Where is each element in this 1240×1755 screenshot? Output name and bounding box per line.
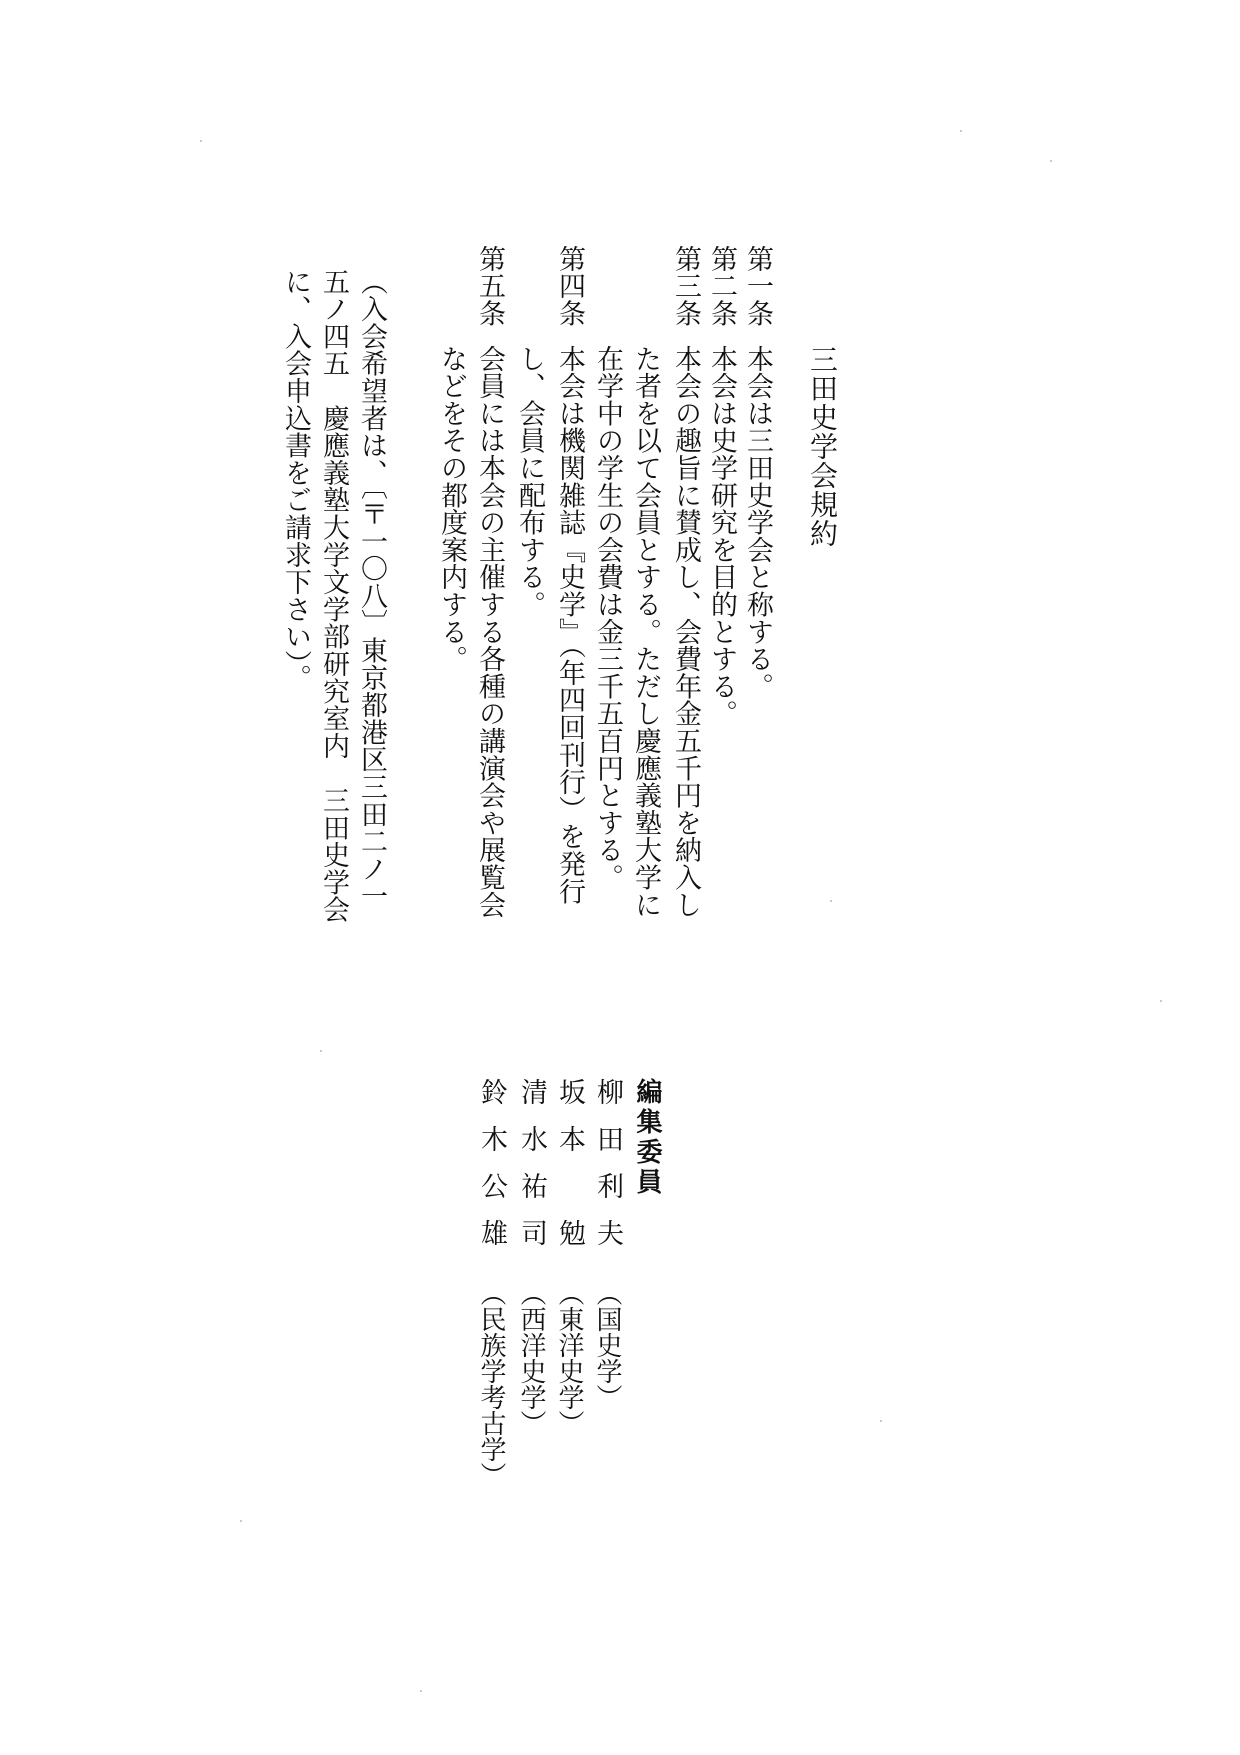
scan-speck — [200, 140, 202, 142]
scan-speck — [960, 130, 962, 132]
scan-speck — [1050, 160, 1052, 162]
editor-3-name: 清水祐司 — [516, 1078, 547, 1266]
editor-2-name: 坂本 勉 — [554, 1078, 585, 1266]
note-line-1: （入会希望者は、〔〒一〇八〕東京都港区三田二ノ一 — [356, 268, 387, 910]
article-3-line-2: た者を以て会員とする。ただし慶應義塾大学に — [630, 345, 661, 919]
article-3-label: 第三条 — [670, 245, 701, 327]
note-line-2: 五ノ四五 慶應義塾大学文学部研究室内 三田史学会 — [318, 268, 349, 924]
editor-3-field: （西洋史学） — [516, 1280, 546, 1436]
article-5-label: 第五条 — [474, 245, 505, 327]
editors-title: 編集委員 — [632, 1078, 662, 1198]
article-5-line-2: などをその都度案内する。 — [436, 345, 467, 673]
note-line-3: に、入会申込書をご請求下さい）。 — [280, 268, 311, 692]
rules-title: 三田史学会規約 — [806, 345, 839, 548]
article-5-line-1: 会員には本会の主催する各種の講演会や展覧会 — [474, 345, 505, 919]
article-1-label: 第一条 — [742, 245, 773, 327]
editor-4-name: 鈴木公雄 — [476, 1078, 507, 1266]
scan-speck — [1160, 1000, 1162, 1002]
scan-speck — [320, 1050, 322, 1052]
scan-speck — [880, 1420, 882, 1422]
article-1-line-1: 本会は三田史学会と称する。 — [742, 345, 773, 700]
article-2-label: 第二条 — [706, 245, 737, 327]
article-4-label: 第四条 — [554, 245, 585, 327]
article-3-line-1: 本会の趣旨に賛成し、会費年金五千円を納入し — [670, 345, 701, 919]
editor-2-field: （東洋史学） — [554, 1280, 584, 1436]
scan-speck — [240, 1520, 242, 1522]
scan-speck — [830, 900, 832, 902]
article-2-line-1: 本会は史学研究を目的とする。 — [706, 345, 737, 728]
article-3-line-3: 在学中の学生の会費は金三千五百円とする。 — [592, 345, 623, 891]
article-4-line-1: 本会は機関雑誌『史学』（年四回刊行）を発行 — [554, 345, 585, 905]
scan-speck — [420, 1690, 422, 1692]
article-4-line-2: し、会員に配布する。 — [514, 345, 545, 618]
editor-1-field: （国史学） — [592, 1280, 622, 1410]
editor-4-field: （民族学考古学） — [476, 1280, 506, 1488]
editor-1-name: 柳田利夫 — [592, 1078, 623, 1266]
